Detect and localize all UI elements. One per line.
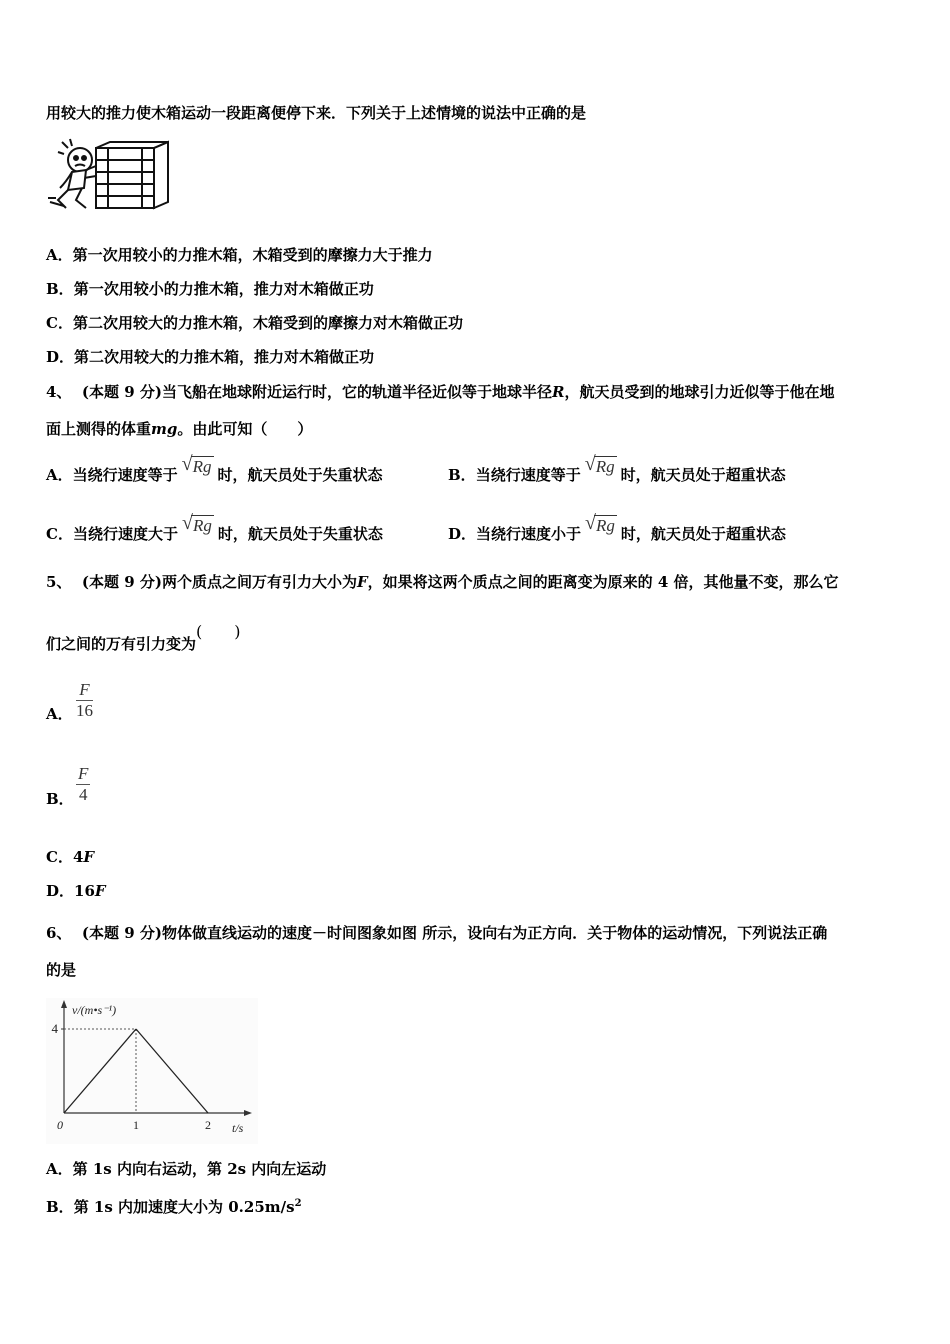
q6-option-b[interactable]: B．第 1s 内加速度大小为 $0.25m/s^2$ bbox=[46, 1198, 302, 1216]
crate-front bbox=[96, 148, 154, 208]
q4-stem-line2: 面上测得的体重mg。由此可知（ ） bbox=[46, 420, 313, 438]
x-tick-label-1: 1 bbox=[133, 1118, 139, 1132]
q5-option-d[interactable]: D．16F bbox=[46, 882, 106, 900]
q4-stem-line1: 4、 (本题 9 分)当飞船在地球附近运行时，它的轨道半径近似等于地球半径R，航天员受到的地球引力近似等于他在地 bbox=[46, 383, 835, 401]
x-axis-label: t/s bbox=[232, 1121, 244, 1135]
crate-top bbox=[96, 142, 168, 148]
sqrt-rg-formula: √ Rg bbox=[585, 512, 615, 535]
q5-option-c[interactable]: C．4F bbox=[46, 848, 95, 866]
q3-option-b[interactable]: B．第一次用较小的力推木箱，推力对木箱做正功 bbox=[46, 280, 374, 298]
q4-option-b[interactable]: B．当绕行速度等于 √ Rg 时，航天员处于超重状态 bbox=[448, 453, 786, 484]
q4-option-d[interactable]: D．当绕行速度小于 √ Rg 时，航天员处于超重状态 bbox=[448, 512, 786, 543]
y-axis-label: v/(m•s⁻¹) bbox=[72, 1003, 117, 1017]
q5-stem-line2: 们之间的万有引力变为( ) bbox=[46, 622, 241, 653]
push-crate-illustration bbox=[46, 136, 172, 216]
velocity-time-chart bbox=[46, 998, 258, 1144]
q6-stem-line2: 的是 bbox=[46, 961, 77, 979]
crate-side bbox=[154, 142, 168, 208]
sqrt-rg-formula: √ Rg bbox=[181, 453, 212, 476]
q4-option-c[interactable]: C．当绕行速度大于 √ Rg 时，航天员处于失重状态 bbox=[46, 512, 383, 543]
sqrt-rg-formula: √ Rg bbox=[584, 453, 615, 476]
x-tick-label-2: 2 bbox=[205, 1118, 211, 1132]
q3-option-d[interactable]: D．第二次用较大的力推木箱，推力对木箱做正功 bbox=[46, 348, 375, 366]
y-tick-label-4: 4 bbox=[51, 1021, 58, 1036]
fraction-f-over-4: F 4 bbox=[78, 764, 89, 804]
q3-option-c[interactable]: C．第二次用较大的力推木箱，木箱受到的摩擦力对木箱做正功 bbox=[46, 314, 463, 332]
q3-stem: 用较大的推力使木箱运动一段距离便停下来．下列关于上述情境的说法中正确的是 bbox=[46, 104, 587, 122]
q5-option-a[interactable]: A． bbox=[46, 705, 73, 723]
q3-option-a[interactable]: A．第一次用较小的力推木箱，木箱受到的摩擦力大于推力 bbox=[46, 246, 433, 264]
q6-stem-line1: 6、 (本题 9 分)物体做直线运动的速度－时间图象如图 所示，设向右为正方向．关于物体的运动情况，下列说法正确 bbox=[46, 924, 828, 942]
x-tick-label-0: 0 bbox=[57, 1118, 63, 1132]
q5-option-b[interactable]: B． bbox=[46, 790, 74, 808]
fraction-f-over-16: F 16 bbox=[76, 680, 93, 720]
q6-option-a[interactable]: A．第 1s 内向右运动，第 2s 内向左运动 bbox=[46, 1160, 327, 1178]
q4-option-a[interactable]: A．当绕行速度等于 √ Rg 时，航天员处于失重状态 bbox=[46, 453, 383, 484]
sqrt-rg-formula: √ Rg bbox=[181, 512, 212, 535]
q5-stem-line1: 5、 (本题 9 分)两个质点之间万有引力大小为F，如果将这两个质点之间的距离变为原来的 4 倍，其他量不变，那么它 bbox=[46, 573, 839, 591]
